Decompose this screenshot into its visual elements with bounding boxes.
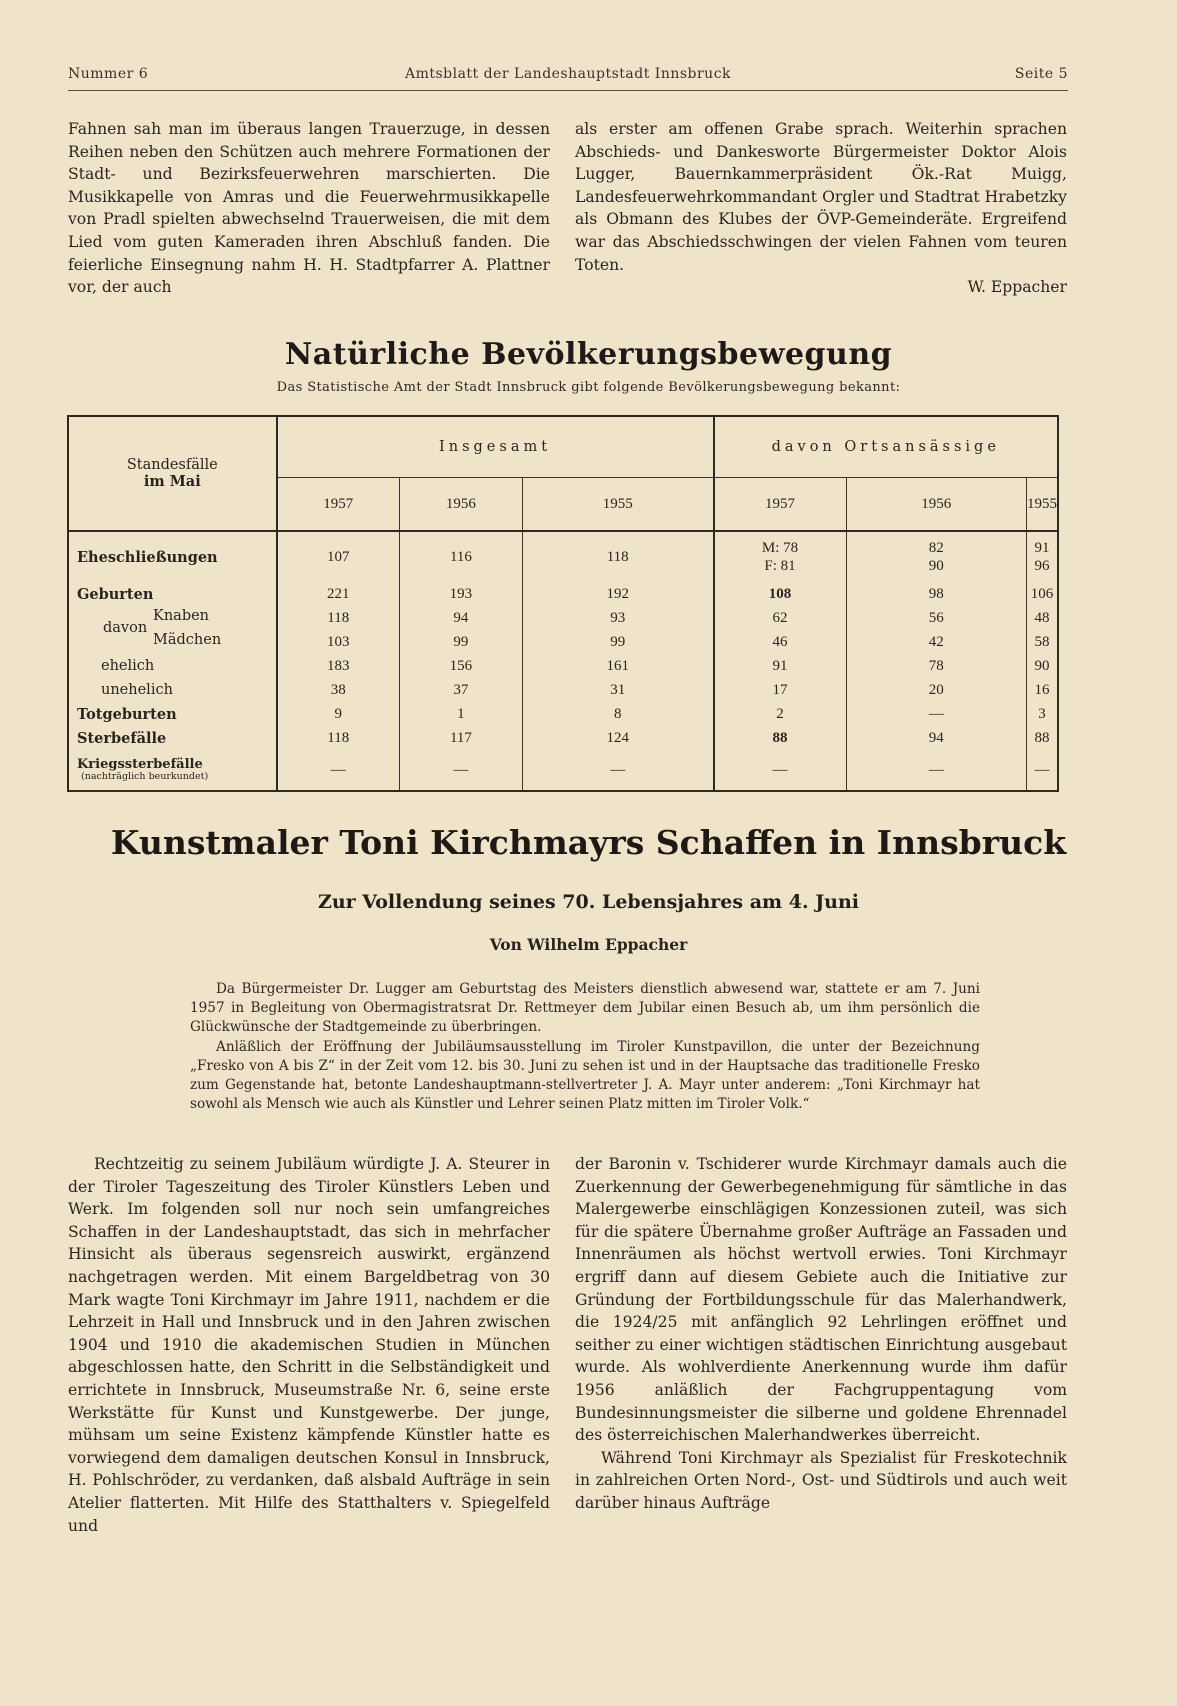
row-label: Eheschließungen (68, 531, 277, 582)
table-row (68, 750, 1058, 791)
table-row (68, 678, 1058, 702)
table-cell: — (1034, 761, 1050, 778)
year-header: 1957 (277, 478, 400, 532)
table-cell: — (399, 750, 522, 791)
female-count: F: 81 (764, 558, 796, 574)
section-title: Natürliche Bevölkerungsbewegung (284, 337, 893, 372)
page-header (68, 66, 1068, 90)
davon-cell (68, 606, 277, 654)
article-author: Von Wilhelm Eppacher (489, 935, 688, 954)
table-cell: 31 (522, 678, 713, 702)
row-label: Geburten (68, 582, 277, 606)
table-cell: 94 (399, 606, 522, 630)
table-cell: 107 (277, 531, 400, 582)
table-row (68, 606, 1058, 630)
table-cell (846, 531, 1026, 582)
signature: W. Eppacher (967, 278, 1067, 297)
table-cell: 78 (846, 654, 1026, 678)
table-cell: — (846, 702, 1026, 726)
table-cell: 118 (522, 531, 713, 582)
table-cell (714, 531, 847, 582)
table-cell: 116 (399, 531, 522, 582)
group-header-residents: davon Ortsansässige (714, 416, 1059, 478)
table-cell: 98 (846, 582, 1026, 606)
table-cell: 118 (277, 726, 400, 750)
table-cell: 106 (1030, 585, 1054, 602)
table-cell: 192 (522, 582, 713, 606)
table-cell: 8 (522, 702, 713, 726)
table-row (68, 726, 1058, 750)
year-header: 1957 (714, 478, 847, 532)
year-header: 1955 (1027, 478, 1059, 532)
paragraph: Fahnen sah man im überaus langen Trauerzuge, in dessen Reihen neben den Schützen auch mehrere Formationen der Stadt- und Bezirksfeuerwehren marschierten. Die Musikkapelle von Amras und die Feuerwehrmusikkapelle von Pradl spielten abwechselnd Trauerweisen, die mit dem Lied vom guten Kameraden ihren Abschluß fanden. Die feierliche Einsegnung nahm H. H. Stadtpfarrer A. Plattner vor, der auch (68, 120, 550, 297)
year-header: 1956 (399, 478, 522, 532)
table-cell: — (846, 750, 1026, 791)
year-header: 1956 (846, 478, 1026, 532)
column-bottom-right (575, 1153, 1067, 1515)
table-row (68, 582, 1058, 606)
davon-label: davon (103, 620, 148, 636)
table-cell: 58 (1034, 633, 1050, 650)
column-top-right (575, 118, 1067, 299)
paragraph: Da Bürgermeister Dr. Lugger am Geburtstag des Meisters dienstlich abwesend war, stattete er am 7. Juni 1957 in Begleitung von Obermagistratsrat Dr. Rettmeyer dem Jubilar einen Besuch ab, um ihm persönlich die Glückwünsche der Stadtgemeinde zu überbringen. (190, 981, 980, 1036)
table-cell: 46 (714, 630, 847, 654)
row-label: ehelich (68, 654, 277, 678)
page-number: Seite 5 (1014, 66, 1068, 82)
table-cell: 99 (399, 630, 522, 654)
row-label (68, 750, 277, 791)
table-cell: 2 (714, 702, 847, 726)
issue-number: Nummer 6 (68, 66, 149, 82)
table-cell: — (277, 750, 400, 791)
paragraph: als erster am offenen Grabe sprach. Weiterhin sprachen Abschieds- und Dankesworte Bürgermeister Doktor Alois Lugger, Bauernkammerpräsident Ök.-Rat Muigg, Landesfeuerwehrkommandant Orgler und Stadtrat Hrabetzky als Obmann des Klubes der ÖVP-Gemeinderäte. Ergreifend war das Abschiedsschwingen der vielen Fahnen vom teuren Toten. (575, 120, 1067, 274)
male-count: M: 78 (761, 540, 799, 556)
table-cell: 94 (846, 726, 1026, 750)
row-label: Knaben (153, 608, 210, 624)
corner-month: im Mai (143, 473, 201, 490)
table-corner (68, 416, 277, 531)
article-intro (190, 980, 980, 1114)
corner-label: Standesfälle (126, 457, 218, 473)
table-cell: 118 (277, 606, 400, 630)
cell-line: 82 (928, 540, 944, 556)
header-rule (68, 90, 1068, 91)
table-cell: 124 (522, 726, 713, 750)
article-subtitle: Zur Vollendung seines 70. Lebensjahres am 4. Juni (317, 891, 860, 913)
column-top-left (68, 118, 550, 299)
paragraph: Rechtzeitig zu seinem Jubiläum würdigte J. A. Steurer in der Tiroler Tageszeitung des Tiroler Künstlers Leben und Werk. Im folgenden soll nur noch sein umfangreiches Schaffen in der Landeshauptstadt, das sich in mehrfacher Hinsicht als überaus segensreich auswirkt, ergänzend nachgetragen werden. Mit einem Bargeldbetrag von 30 Mark wagte Toni Kirchmayr im Jahre 1911, nachdem er die Lehrzeit in Hall und Innsbruck und in den Jahren zwischen 1904 und 1910 die akademischen Studien in München abgeschlossen hatte, den Schritt in die Selbständigkeit und errichtete in Innsbruck, Museumstraße Nr. 6, seine erste Werkstätte für Kunst und Kunstgewerbe. Der junge, mühsam um seine Existenz kämpfende Künstler hatte es vorwiegend dem damaligen deutschen Konsul in Innsbruck, H. Pohlschröder, zu verdanken, daß alsbald Aufträge in sein Atelier flatterten. Mit Hilfe des Statthalters v. Spiegelfeld und (68, 1155, 550, 1535)
article-title: Kunstmaler Toni Kirchmayrs Schaffen in Innsbruck (110, 823, 1067, 862)
table-cell: 88 (1034, 729, 1050, 746)
table-cell: 38 (277, 678, 400, 702)
paragraph: Anläßlich der Eröffnung der Jubiläumsausstellung im Tiroler Kunstpavillon, die unter der Bezeichnung „Fresko von A bis Z“ in der Zeit vom 12. bis 30. Juni zu sehen ist und in der Hauptsache das traditionelle Fresko zum Gegenstande hat, betonte Landeshauptmann-stellvertreter J. A. Mayr unter anderem: „Toni Kirchmayr hat sowohl als Mensch wie auch als Künstler und Lehrer seinen Platz mitten im Tiroler Volk.“ (190, 1038, 980, 1113)
table-row (68, 702, 1058, 726)
publication-title: Amtsblatt der Landeshauptstadt Innsbruck (404, 66, 732, 82)
population-table (67, 415, 1059, 792)
table-cell: 17 (714, 678, 847, 702)
table-cell (1027, 531, 1059, 582)
table-cell: 183 (277, 654, 400, 678)
table-cell: 193 (399, 582, 522, 606)
paragraph: Während Toni Kirchmayr als Spezialist für Freskotechnik in zahlreichen Orten Nord-, Ost- und Südtirols und auch weit darüber hinaus Aufträge (575, 1448, 1067, 1512)
row-label-main: Kriegssterbefälle (77, 756, 203, 772)
table-cell: 91 (714, 654, 847, 678)
table-cell: 99 (522, 630, 713, 654)
row-label: Totgeburten (68, 702, 277, 726)
table-cell: 93 (522, 606, 713, 630)
table-row (68, 654, 1058, 678)
table-cell: 56 (846, 606, 1026, 630)
table-cell: 108 (714, 582, 847, 606)
table-cell: 16 (1034, 681, 1050, 698)
table-cell: 156 (399, 654, 522, 678)
table-cell: — (714, 750, 847, 791)
table-row (68, 531, 1058, 582)
table-cell: 117 (399, 726, 522, 750)
row-label: unehelich (68, 678, 277, 702)
row-label: Mädchen (153, 632, 222, 648)
section-subtitle: Das Statistische Amt der Stadt Innsbruck gibt folgende Bevölkerungsbewegung bekannt: (276, 380, 901, 395)
table-cell: 48 (1034, 609, 1050, 626)
table-cell: 88 (714, 726, 847, 750)
column-bottom-left (68, 1153, 550, 1537)
cell-line: 96 (1034, 558, 1050, 574)
table-cell: 9 (277, 702, 400, 726)
group-header-total: Insgesamt (277, 416, 714, 478)
table-cell: 62 (714, 606, 847, 630)
cell-line: 91 (1034, 540, 1050, 556)
year-header: 1955 (522, 478, 713, 532)
table-cell: 42 (846, 630, 1026, 654)
cell-line: 90 (928, 558, 944, 574)
paragraph: der Baronin v. Tschiderer wurde Kirchmayr damals auch die Zuerkennung der Gewerbegenehmigung für sämtliche in das Malergewerbe einschlägigen Konzessionen zuteil, was sich für die spätere Übernahme großer Aufträge an Fassaden und Innenräumen als höchst wertvoll erwies. Toni Kirchmayr ergriff dann auf diesem Gebiete auch die Initiative zur Gründung der Fortbildungsschule für das Malerhandwerk, die 1924/25 mit anfänglich 92 Lehrlingen eröffnet und seither zu einer wichtigen städtischen Einrichtung ausgebaut wurde. Als wohlverdiente Anerkennung wurde ihm dafür 1956 anläßlich der Fachgruppentagung vom Bundesinnungsmeister die silberne und goldene Ehrennadel des österreichischen Malerhandwerkes überreicht. (575, 1155, 1067, 1445)
table-cell: 103 (277, 630, 400, 654)
table-cell: — (522, 750, 713, 791)
table-cell: 3 (1038, 705, 1046, 722)
row-label: Sterbefälle (68, 726, 277, 750)
row-label-note: (nachträglich beurkundet) (81, 770, 209, 782)
table-cell: 161 (522, 654, 713, 678)
table-cell: 37 (399, 678, 522, 702)
table-cell: 1 (399, 702, 522, 726)
table-cell: 221 (277, 582, 400, 606)
table-cell: 90 (1034, 657, 1050, 674)
table-cell: 20 (846, 678, 1026, 702)
